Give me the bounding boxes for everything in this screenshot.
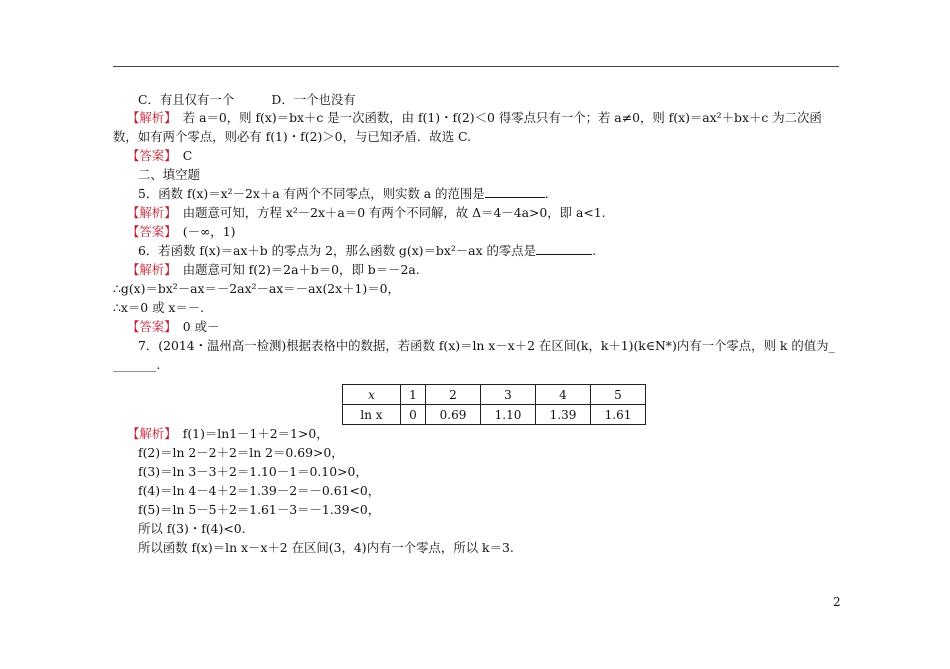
derivation-line bbox=[113, 280, 400, 297]
analysis-line bbox=[127, 261, 420, 278]
data-table bbox=[342, 384, 646, 425]
table-cell: 1.61 bbox=[591, 405, 646, 425]
line-end: . bbox=[592, 243, 597, 258]
table-cell: 0 bbox=[401, 405, 426, 425]
line-text: _______. bbox=[113, 357, 161, 372]
solution-line bbox=[138, 444, 344, 461]
header-rule bbox=[113, 66, 839, 67]
question-7-cont bbox=[113, 356, 160, 373]
table-cell: 0.69 bbox=[426, 405, 481, 425]
question-6 bbox=[138, 242, 596, 259]
analysis-line bbox=[127, 425, 329, 442]
analysis-cont-line bbox=[113, 128, 471, 145]
option-line bbox=[138, 91, 356, 108]
answer-tag: 【答案】 bbox=[127, 224, 171, 239]
analysis-line bbox=[127, 109, 822, 126]
solution-line bbox=[138, 501, 380, 518]
table-cell: 5 bbox=[591, 385, 646, 405]
table-cell: 1.10 bbox=[481, 405, 536, 425]
line-text: 所以 f(3)・f(4)<0. bbox=[138, 521, 246, 536]
derivation-line bbox=[113, 299, 204, 316]
line-text: f(4)＝ln 4－4＋2＝1.39－2＝－0.61<0， bbox=[138, 483, 381, 498]
solution-line bbox=[138, 520, 246, 537]
line-text: f(5)＝ln 5－5＋2＝1.61－3＝－1.39<0， bbox=[138, 502, 381, 517]
line-text: C bbox=[170, 148, 193, 163]
line-text: 所以函数 f(x)＝ln x－x＋2 在区间(3，4)内有一个零点，所以 k＝3. bbox=[138, 540, 514, 555]
answer-line bbox=[127, 147, 192, 164]
line-text: 由题意可知 f(2)＝2a＋b＝0，即 b＝－2a. bbox=[170, 262, 420, 277]
question-7 bbox=[138, 337, 835, 354]
line-text: ∴g(x)＝bx²－ax＝－2ax²－ax＝－ax(2x＋1)＝0， bbox=[113, 281, 400, 296]
line-text: 6．若函数 f(x)＝ax＋b 的零点为 2，那么函数 g(x)＝bx²－ax 的零点是 bbox=[138, 243, 537, 258]
table-cell: 1.39 bbox=[536, 405, 591, 425]
analysis-tag: 【解析】 bbox=[127, 262, 171, 277]
answer-line bbox=[127, 318, 219, 335]
table-row bbox=[343, 405, 646, 425]
answer-blank bbox=[485, 186, 545, 198]
line-text: 0 或－ bbox=[170, 319, 220, 334]
solution-line bbox=[138, 463, 368, 480]
table-cell: x bbox=[343, 385, 401, 405]
solution-line bbox=[138, 482, 380, 499]
line-text: 若 a＝0，则 f(x)＝bx＋c 是一次函数，由 f(1)・f(2)＜0 得零点只有一个；若 a≠0，则 f(x)＝ax²＋bx＋c 为二次函 bbox=[170, 110, 822, 125]
answer-tag: 【答案】 bbox=[127, 148, 171, 163]
line-end: . bbox=[544, 186, 549, 201]
line-text: 数，如有两个零点，则必有 f(1)・f(2)＞0，与已知矛盾．故选 C. bbox=[113, 129, 471, 144]
line-text: 5．函数 f(x)＝x²－2x＋a 有两个不同零点，则实数 a 的范围是 bbox=[138, 186, 485, 201]
line-text: (－∞，1) bbox=[170, 224, 236, 239]
table-cell: 4 bbox=[536, 385, 591, 405]
line-text: C．有且仅有一个 D．一个也没有 bbox=[138, 92, 356, 107]
question-5 bbox=[138, 185, 549, 202]
line-text: ∴x＝0 或 x＝－. bbox=[113, 300, 205, 315]
table-cell: ln x bbox=[343, 405, 401, 425]
answer-blank bbox=[536, 243, 592, 255]
page-number: 2 bbox=[833, 595, 841, 609]
table-cell: 2 bbox=[426, 385, 481, 405]
analysis-tag: 【解析】 bbox=[127, 205, 171, 220]
section-heading bbox=[138, 166, 200, 183]
solution-line bbox=[138, 539, 514, 556]
line-text: 二、填空题 bbox=[138, 167, 200, 182]
analysis-tag: 【解析】 bbox=[127, 426, 171, 441]
line-text: f(1)＝ln1－1＋2＝1>0， bbox=[170, 426, 329, 441]
line-text: f(2)＝ln 2－2＋2＝ln 2＝0.69>0， bbox=[138, 445, 344, 460]
analysis-tag: 【解析】 bbox=[127, 110, 171, 125]
table-row bbox=[343, 385, 646, 405]
line-text: f(3)＝ln 3－3＋2＝1.10－1＝0.10>0， bbox=[138, 464, 368, 479]
analysis-line bbox=[127, 204, 606, 221]
table-cell: 1 bbox=[401, 385, 426, 405]
line-text: 7．(2014・温州高一检测)根据表格中的数据，若函数 f(x)＝ln x－x＋2 在区间(k，k＋1)(k∈N*)内有一个零点，则 k 的值为_ bbox=[138, 338, 835, 353]
table-cell: 3 bbox=[481, 385, 536, 405]
line-text: 由题意可知，方程 x²－2x＋a＝0 有两个不同解，故 Δ＝4－4a>0，即 a<1. bbox=[170, 205, 606, 220]
answer-line bbox=[127, 223, 235, 240]
answer-tag: 【答案】 bbox=[127, 319, 171, 334]
